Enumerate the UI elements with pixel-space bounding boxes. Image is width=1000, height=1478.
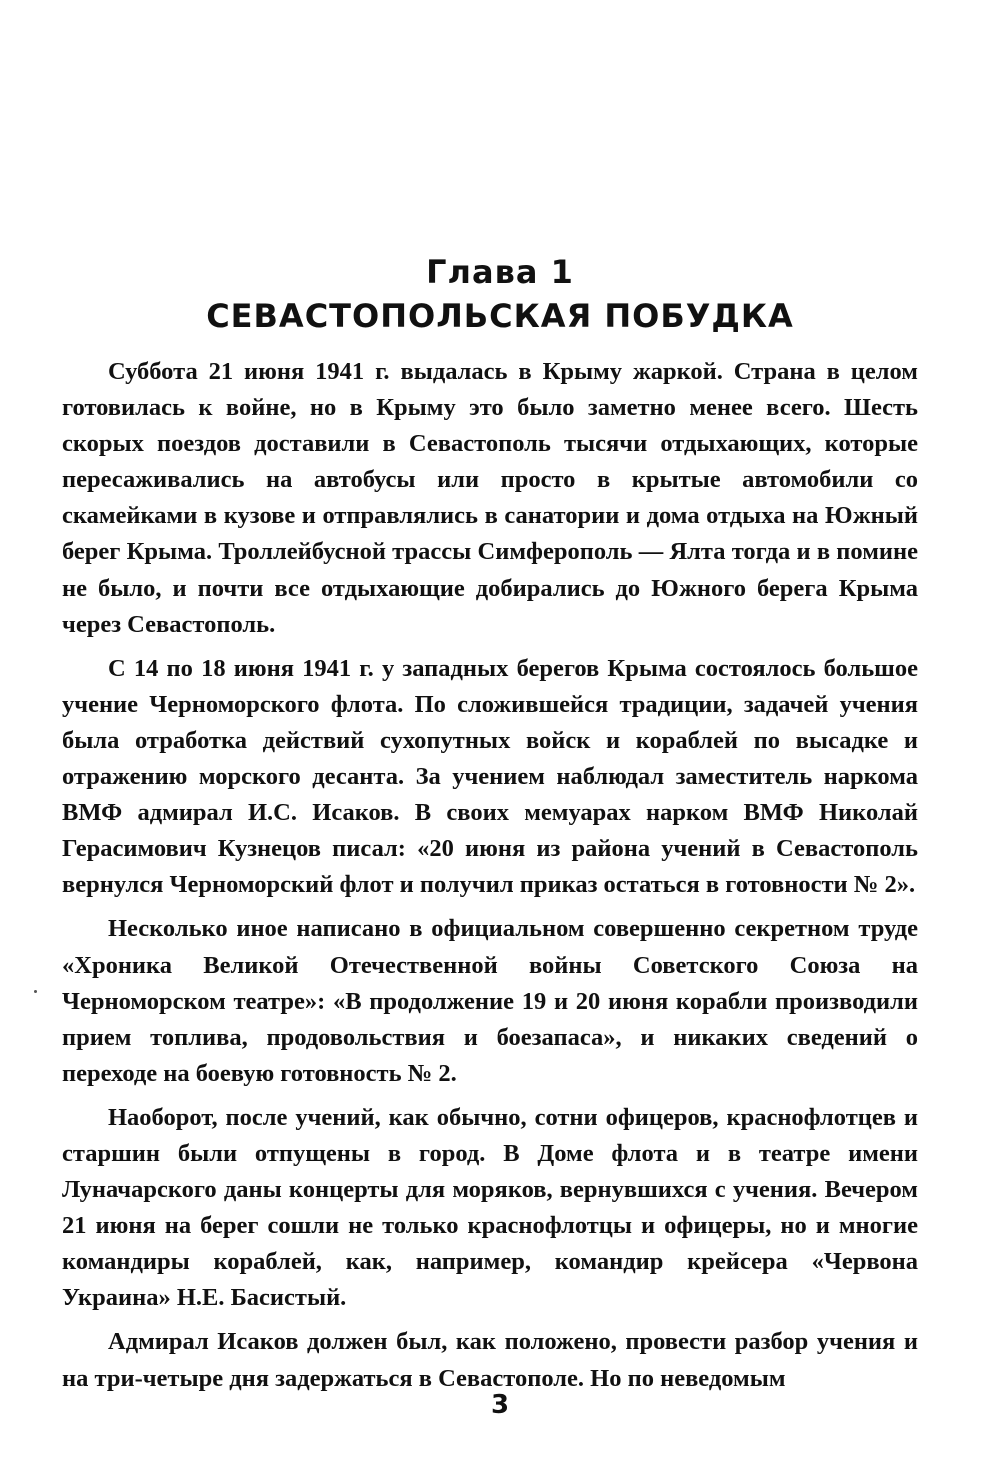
chapter-label: Глава 1 xyxy=(426,253,574,291)
paragraph: С 14 по 18 июня 1941 г. у западных берегов Крыма состоялось большое учение Черноморского флота. По сложившейся традиции, задачей учения была отработка действий сухопутных войск и кораблей по высадке и отражению морского десанта. За учением наблюдал заместитель наркома ВМФ адмирал И.С. Исаков. В своих мемуарах нарком ВМФ Николай Герасимович Кузнецов писал: «20 июня из района учений в Севастополь вернулся Черноморский флот и получил приказ остаться в готовности № 2». xyxy=(62,654,918,899)
scan-speck xyxy=(34,990,37,993)
paragraph: Адмирал Исаков должен был, как положено, провести разбор учения и на три-четыре дня задержаться в Севастополе. Но по неведомым xyxy=(62,1328,918,1392)
page-number: 3 xyxy=(490,1390,510,1420)
chapter-title: СЕВАСТОПОЛЬСКАЯ ПОБУДКА xyxy=(206,297,794,335)
chapter-body xyxy=(62,354,918,1405)
paragraph: Суббота 21 июня 1941 г. выдалась в Крыму жаркой. Страна в целом готовилась к войне, но в Крыму это было заметно менее всего. Шесть скорых поездов доставили в Севастополь тысячи отдыхающих, которые пересаживались на автобусы или просто в крытые автомобили со скамейками в кузове и отправлялись в санатории и дома отдыха на Южный берег Крыма. Троллейбусной трассы Симферополь — Ялта тогда и в помине не было, и почти все отдыхающие добирались до Южного берега Крыма через Севастополь. xyxy=(62,358,918,638)
paragraph: Наоборот, после учений, как обычно, сотни офицеров, краснофлотцев и старшин были отпущены в город. В Доме флота и в театре имени Луначарского даны концерты для моряков, вернувшихся с учения. Вечером 21 июня на берег сошли не только краснофлотцы и офицеры, но и многие командиры кораблей, как, например, командир крейсера «Червона Украина» Н.Е. Басистый. xyxy=(62,1103,918,1312)
paragraph: Несколько иное написано в официальном совершенно секретном труде «Хроника Великой Отечественной войны Советского Союза на Черноморском театре»: «В продолжение 19 и 20 июня корабли производили прием топлива, продовольствия и боезапаса», и никаких сведений о переходе на боевую готовность № 2. xyxy=(62,915,918,1087)
